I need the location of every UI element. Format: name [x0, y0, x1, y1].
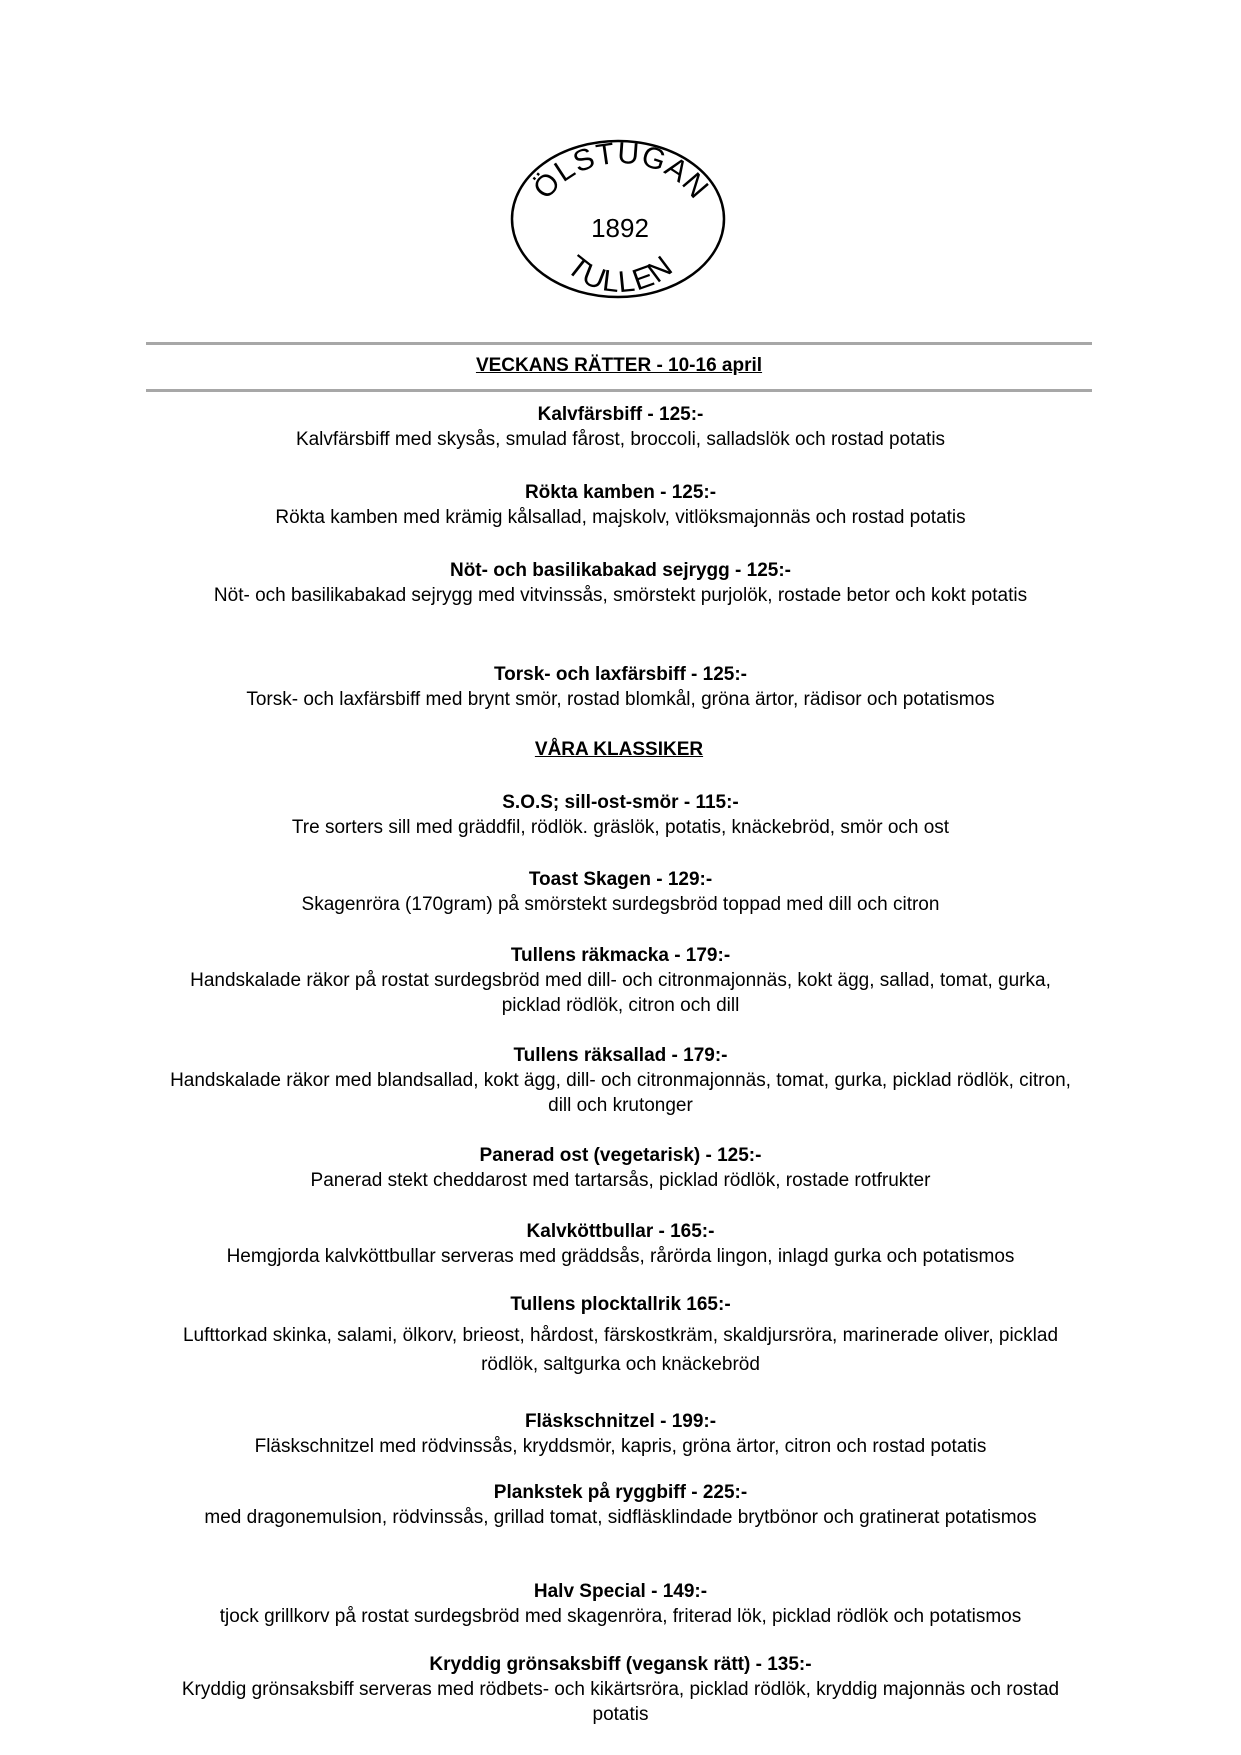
dish-title: Kalvfärsbiff - 125:- — [537, 404, 704, 425]
dish-title: Torsk- och laxfärsbiff - 125:- — [493, 664, 748, 685]
classic-dish — [160, 944, 1081, 1018]
classic-dish — [160, 1044, 1081, 1118]
dish-title: Kryddig grönsaksbiff (vegansk rätt) - 135:- — [429, 1654, 812, 1675]
dish-description: med dragonemulsion, rödvinssås, grillad tomat, sidfläsklindade brytbönor och gratinerat potatismos — [204, 1507, 1037, 1528]
classic-dish — [160, 1580, 1081, 1629]
classics-heading: VÅRA KLASSIKER — [534, 739, 704, 760]
dish-description: Rökta kamben med krämig kålsallad, majskolv, vitlöksmajonnäs och rostad potatis — [275, 507, 966, 528]
weekly-dish — [160, 403, 1081, 452]
classic-dish — [160, 1144, 1081, 1193]
dish-title: Halv Special - 149:- — [533, 1581, 708, 1602]
header-rule-top — [146, 342, 1092, 345]
dish-description: Kalvfärsbiff med skysås, smulad fårost, broccoli, salladslök och rostad potatis — [295, 429, 946, 450]
classic-dish — [160, 1481, 1081, 1530]
header-rule-bottom — [146, 389, 1092, 392]
classic-dish — [160, 1293, 1081, 1379]
classic-dish — [160, 1653, 1081, 1727]
dish-title: Plankstek på ryggbiff - 225:- — [493, 1482, 748, 1503]
dish-title: Toast Skagen - 129:- — [528, 869, 713, 890]
olstugan-tullen-logo — [508, 138, 728, 300]
weekly-dish — [160, 559, 1081, 608]
classic-dish — [160, 791, 1081, 840]
logo-top-text: ÖLSTUGAN — [526, 138, 716, 206]
dish-title: Tullens räksallad - 179:- — [513, 1045, 728, 1066]
classic-dish — [160, 868, 1081, 917]
dish-title: Fläskschnitzel - 199:- — [524, 1411, 717, 1432]
weekly-dish — [160, 663, 1081, 712]
weekly-dish — [160, 481, 1081, 530]
dish-title: Tullens plocktallrik 165:- — [510, 1294, 731, 1315]
logo-year: 1892 — [591, 213, 649, 243]
dish-description: Fläskschnitzel med rödvinssås, kryddsmör, kapris, gröna ärtor, citron och rostad potatis — [254, 1436, 987, 1457]
dish-description: Hemgjorda kalvköttbullar serveras med gräddsås, rårörda lingon, inlagd gurka och potatismos — [226, 1246, 1015, 1267]
classic-dish — [160, 1220, 1081, 1269]
dish-description: Nöt- och basilikabakad sejrygg med vitvinssås, smörstekt purjolök, rostade betor och kokt potatis — [213, 585, 1028, 606]
dish-description: Tre sorters sill med gräddfil, rödlök. gräslök, potatis, knäckebröd, smör och ost — [291, 817, 950, 838]
logo-bottom-text: TULLEN — [560, 249, 680, 300]
dish-title: Panerad ost (vegetarisk) - 125:- — [479, 1145, 762, 1166]
dish-description: Handskalade räkor på rostat surdegsbröd med dill- och citronmajonnäs, kokt ägg, sallad, tomat, gurka, picklad rödlök, citron och dill — [190, 970, 1051, 1016]
dish-description: tjock grillkorv på rostat surdegsbröd med skagenröra, friterad lök, picklad rödlök och potatismos — [219, 1606, 1022, 1627]
dish-description: Handskalade räkor med blandsallad, kokt ägg, dill- och citronmajonnäs, tomat, gurka, picklad rödlök, citron, dill och krutonger — [170, 1070, 1071, 1116]
dish-description: Kryddig grönsaksbiff serveras med rödbets- och kikärtsröra, picklad rödlök, kryddig majonnäs och rostad potatis — [181, 1679, 1060, 1725]
svg-text:ÖLSTUGAN — [527, 138, 715, 205]
dish-title: Rökta kamben - 125:- — [524, 482, 717, 503]
classic-dish — [160, 1410, 1081, 1459]
dish-title: Kalvköttbullar - 165:- — [526, 1221, 715, 1242]
dish-description: Panerad stekt cheddarost med tartarsås, picklad rödlök, rostade rotfrukter — [310, 1170, 931, 1191]
dish-title: S.O.S; sill-ost-smör - 115:- — [502, 792, 739, 813]
weekly-heading: VECKANS RÄTTER - 10-16 april — [475, 355, 763, 376]
dish-description: Lufttorkad skinka, salami, ölkorv, brieost, hårdost, färskostkräm, skaldjursröra, marinerade oliver, picklad rödlök, saltgurka och knäckebröd — [182, 1325, 1059, 1375]
dish-description: Skagenröra (170gram) på smörstekt surdegsbröd toppad med dill och citron — [301, 894, 940, 915]
dish-title: Tullens räkmacka - 179:- — [510, 945, 731, 966]
dish-title: Nöt- och basilikabakad sejrygg - 125:- — [449, 560, 792, 581]
dish-description: Torsk- och laxfärsbiff med brynt smör, rostad blomkål, gröna ärtor, rädisor och potatismos — [246, 689, 995, 710]
